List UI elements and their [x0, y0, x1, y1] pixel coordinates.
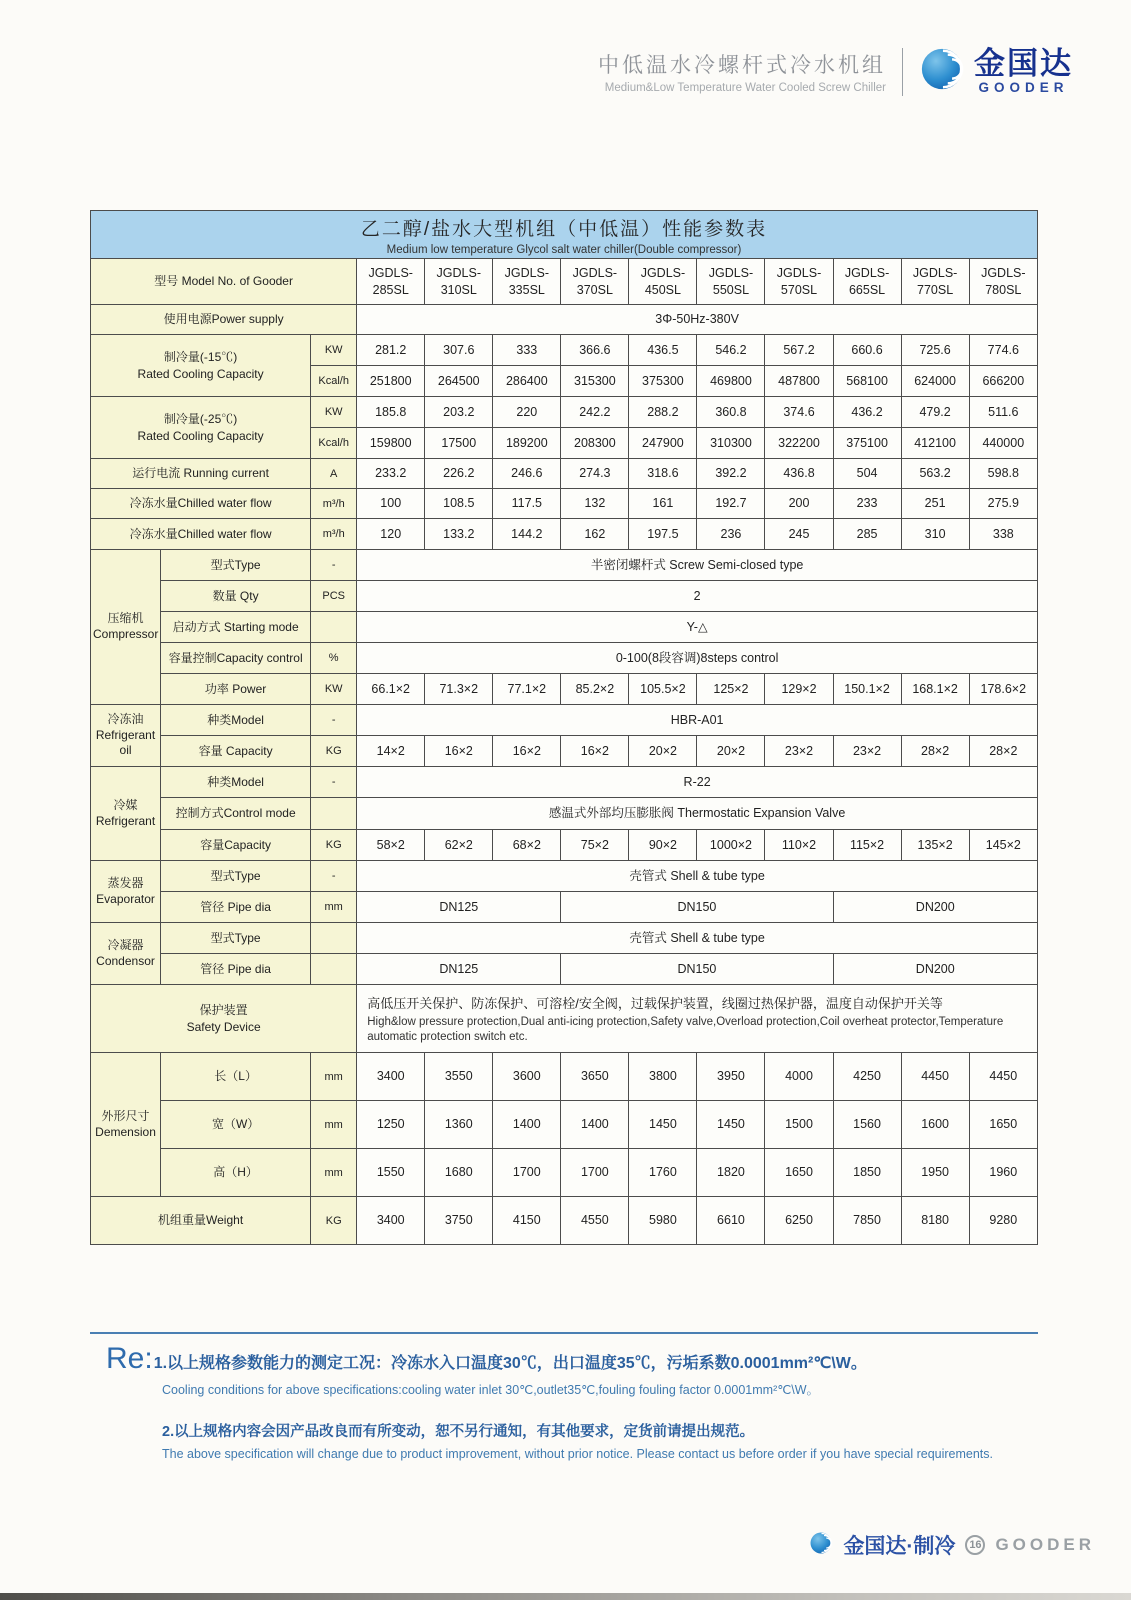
label-cell: 型式Type: [161, 861, 311, 892]
label-cell: 保护装置 Safety Device: [91, 985, 357, 1053]
table-row: [91, 1101, 1038, 1149]
val-cell: HBR-A01: [357, 705, 1038, 736]
group-cell: 压缩机 Compressor: [91, 550, 161, 705]
val-cell: 3950: [697, 1053, 765, 1101]
val-cell: JGDLS- 335SL: [493, 259, 561, 305]
val-cell: 203.2: [425, 397, 493, 428]
val-cell: 242.2: [561, 397, 629, 428]
val-cell: 120: [357, 519, 425, 550]
val-cell: 436.5: [629, 335, 697, 366]
val-cell: DN150: [561, 892, 833, 923]
val-cell: 360.8: [697, 397, 765, 428]
val-cell: 162: [561, 519, 629, 550]
val-cell: 4150: [493, 1197, 561, 1245]
val-cell: 4550: [561, 1197, 629, 1245]
label-cell: 冷冻水量Chilled water flow: [91, 519, 311, 550]
note-1-cn: 1.以上规格参数能力的测定工况：冷冻水入口温度30℃，出口温度35℃，污垢系数0.0001mm²℃\W。: [153, 1355, 867, 1372]
val-cell: 85.2×2: [561, 674, 629, 705]
val-cell: 16×2: [561, 736, 629, 767]
table-row: [91, 985, 1038, 1053]
unit-cell: mm: [311, 1149, 357, 1197]
val-cell: 100: [357, 489, 425, 519]
val-cell: 333: [493, 335, 561, 366]
val-cell: 20×2: [629, 736, 697, 767]
val-cell: 251800: [357, 366, 425, 397]
val-cell: 1450: [629, 1101, 697, 1149]
unit-cell: -: [311, 767, 357, 798]
unit-cell: KW: [311, 674, 357, 705]
val-cell: Y-△: [357, 612, 1038, 643]
val-cell: 310: [901, 519, 969, 550]
val-cell: DN150: [561, 954, 833, 985]
group-cell: 蒸发器 Evaporator: [91, 861, 161, 923]
table-row: [91, 612, 1038, 643]
table-row: [91, 830, 1038, 861]
note-2-en: The above specification will change due to product improvement, without prior notice. Please contact us before order if you have special requirements.: [162, 1447, 994, 1461]
label-cell: 宽（W）: [161, 1101, 311, 1149]
val-cell: 90×2: [629, 830, 697, 861]
val-cell: 226.2: [425, 459, 493, 489]
label-cell: 制冷量(-15℃) Rated Cooling Capacity: [91, 335, 311, 397]
label-cell: 长（L）: [161, 1053, 311, 1101]
val-cell: 117.5: [493, 489, 561, 519]
val-cell: 4000: [765, 1053, 833, 1101]
val-cell: 233: [833, 489, 901, 519]
val-cell: JGDLS- 370SL: [561, 259, 629, 305]
val-cell: 412100: [901, 428, 969, 459]
val-cell: 3Φ-50Hz-380V: [357, 305, 1038, 335]
val-cell: 479.2: [901, 397, 969, 428]
scan-edge-bar: [0, 1593, 1131, 1600]
unit-cell: Kcal/h: [311, 428, 357, 459]
val-cell: 110×2: [765, 830, 833, 861]
table-row: [91, 892, 1038, 923]
val-cell: 220: [493, 397, 561, 428]
val-cell: JGDLS- 310SL: [425, 259, 493, 305]
page-header: [0, 46, 1073, 97]
val-cell: JGDLS- 570SL: [765, 259, 833, 305]
val-cell: 58×2: [357, 830, 425, 861]
val-cell: 546.2: [697, 335, 765, 366]
unit-cell: -: [311, 861, 357, 892]
page-number-badge: 16: [965, 1535, 985, 1555]
val-cell: 208300: [561, 428, 629, 459]
label-cell: 冷冻水量Chilled water flow: [91, 489, 311, 519]
val-cell: 8180: [901, 1197, 969, 1245]
val-cell: 133.2: [425, 519, 493, 550]
table-row: [91, 550, 1038, 581]
unit-cell: mm: [311, 1053, 357, 1101]
label-cell: 制冷量(-25℃) Rated Cooling Capacity: [91, 397, 311, 459]
logo-cn-text: 金国达: [974, 46, 1073, 81]
val-cell: 440000: [969, 428, 1037, 459]
val-cell: 71.3×2: [425, 674, 493, 705]
brand-logo: [919, 46, 1073, 97]
val-cell: 3800: [629, 1053, 697, 1101]
table-row: [91, 798, 1038, 830]
val-cell: 1450: [697, 1101, 765, 1149]
page-footer: [809, 1530, 1095, 1560]
safety-cell: 高低压开关保护、防冻保护、可溶栓/安全阀，过载保护装置，线圈过热保护器，温度自动保护开关等 High&low pressure protection,Dual anti-icing protection,Safety valve,Overload protection,Coil overheat protector,Temperature automatic protection switch etc.: [357, 985, 1038, 1053]
val-cell: 105.5×2: [629, 674, 697, 705]
unit-cell: KW: [311, 397, 357, 428]
val-cell: 310300: [697, 428, 765, 459]
val-cell: 20×2: [697, 736, 765, 767]
table-row: [91, 1149, 1038, 1197]
table-row: [91, 861, 1038, 892]
table-row: [91, 705, 1038, 736]
val-cell: 275.9: [969, 489, 1037, 519]
val-cell: 17500: [425, 428, 493, 459]
val-cell: 4450: [901, 1053, 969, 1101]
globe-icon-small: [809, 1531, 833, 1560]
val-cell: 77.1×2: [493, 674, 561, 705]
table-row: [91, 643, 1038, 674]
val-cell: 1680: [425, 1149, 493, 1197]
val-cell: 192.7: [697, 489, 765, 519]
page-title: 中低温水冷螺杆式冷水机组: [598, 54, 886, 77]
val-cell: 16×2: [425, 736, 493, 767]
val-cell: 1650: [765, 1149, 833, 1197]
label-cell: 功率 Power: [161, 674, 311, 705]
val-cell: 129×2: [765, 674, 833, 705]
group-cell: 冷媒 Refrigerant: [91, 767, 161, 861]
table-row: [91, 211, 1038, 259]
val-cell: 壳管式 Shell & tube type: [357, 923, 1038, 954]
label-cell: 容量控制Capacity control: [161, 643, 311, 674]
val-cell: 108.5: [425, 489, 493, 519]
val-cell: 62×2: [425, 830, 493, 861]
group-cell: 冷冻油 Refrigerant oil: [91, 705, 161, 767]
val-cell: 1950: [901, 1149, 969, 1197]
val-cell: 338: [969, 519, 1037, 550]
val-cell: 161: [629, 489, 697, 519]
note-2-cn: 2.以上规格内容会因产品改良而有所变动，恕不另行通知，有其他要求，定货前请提出规范。: [162, 1424, 755, 1440]
val-cell: 307.6: [425, 335, 493, 366]
val-cell: 4450: [969, 1053, 1037, 1101]
val-cell: 1400: [561, 1101, 629, 1149]
notes-divider: [90, 1332, 1038, 1334]
val-cell: 318.6: [629, 459, 697, 489]
unit-cell: m³/h: [311, 489, 357, 519]
unit-cell: -: [311, 550, 357, 581]
val-cell: 200: [765, 489, 833, 519]
val-cell: JGDLS- 770SL: [901, 259, 969, 305]
table-row: [91, 259, 1038, 305]
table-row: [91, 923, 1038, 954]
footer-brand-en: GOODER: [995, 1535, 1095, 1554]
val-cell: DN200: [833, 954, 1037, 985]
val-cell: 598.8: [969, 459, 1037, 489]
val-cell: 236: [697, 519, 765, 550]
val-cell: 66.1×2: [357, 674, 425, 705]
val-cell: 75×2: [561, 830, 629, 861]
val-cell: 274.3: [561, 459, 629, 489]
val-cell: 3400: [357, 1197, 425, 1245]
val-cell: 1820: [697, 1149, 765, 1197]
val-cell: 197.5: [629, 519, 697, 550]
footnotes: [106, 1342, 1056, 1461]
val-cell: 666200: [969, 366, 1037, 397]
val-cell: DN200: [833, 892, 1037, 923]
val-cell: 4250: [833, 1053, 901, 1101]
val-cell: 5980: [629, 1197, 697, 1245]
table-row: [91, 954, 1038, 985]
val-cell: 感温式外部均压膨胀阀 Thermostatic Expansion Valve: [357, 798, 1038, 830]
label-cell: 控制方式Control mode: [161, 798, 311, 830]
val-cell: 1850: [833, 1149, 901, 1197]
title-cell: 乙二醇/盐水大型机组（中低温）性能参数表 Medium low temperature Glycol salt water chiller(Double compressor): [91, 211, 1038, 259]
val-cell: 1000×2: [697, 830, 765, 861]
val-cell: 3650: [561, 1053, 629, 1101]
val-cell: 115×2: [833, 830, 901, 861]
unit-cell: Kcal/h: [311, 366, 357, 397]
val-cell: 322200: [765, 428, 833, 459]
label-cell: 机组重量Weight: [91, 1197, 311, 1245]
val-cell: 774.6: [969, 335, 1037, 366]
val-cell: 178.6×2: [969, 674, 1037, 705]
val-cell: 168.1×2: [901, 674, 969, 705]
unit-cell: mm: [311, 892, 357, 923]
val-cell: 660.6: [833, 335, 901, 366]
table-row: [91, 674, 1038, 705]
val-cell: 563.2: [901, 459, 969, 489]
val-cell: 1760: [629, 1149, 697, 1197]
val-cell: 1700: [493, 1149, 561, 1197]
val-cell: 6610: [697, 1197, 765, 1245]
note-2: [162, 1420, 1056, 1461]
val-cell: 392.2: [697, 459, 765, 489]
label-cell: 容量 Capacity: [161, 736, 311, 767]
val-cell: 6250: [765, 1197, 833, 1245]
val-cell: 7850: [833, 1197, 901, 1245]
val-cell: 281.2: [357, 335, 425, 366]
label-cell: 种类Model: [161, 705, 311, 736]
label-cell: 运行电流 Running current: [91, 459, 311, 489]
val-cell: 315300: [561, 366, 629, 397]
unit-cell: %: [311, 643, 357, 674]
val-cell: 1560: [833, 1101, 901, 1149]
val-cell: JGDLS- 780SL: [969, 259, 1037, 305]
footer-brand-cn: 金国达·制冷: [843, 1535, 956, 1558]
unit-cell: [311, 798, 357, 830]
val-cell: 135×2: [901, 830, 969, 861]
val-cell: 3600: [493, 1053, 561, 1101]
val-cell: 14×2: [357, 736, 425, 767]
val-cell: 436.8: [765, 459, 833, 489]
val-cell: 145×2: [969, 830, 1037, 861]
val-cell: DN125: [357, 954, 561, 985]
table-row: [91, 1197, 1038, 1245]
unit-cell: KG: [311, 736, 357, 767]
val-cell: 3750: [425, 1197, 493, 1245]
unit-cell: KW: [311, 335, 357, 366]
table-row: [91, 581, 1038, 612]
val-cell: 624000: [901, 366, 969, 397]
table-row: [91, 335, 1038, 366]
unit-cell: [311, 954, 357, 985]
label-cell: 高（H）: [161, 1149, 311, 1197]
val-cell: 1360: [425, 1101, 493, 1149]
table-row: [91, 397, 1038, 428]
val-cell: 185.8: [357, 397, 425, 428]
table-row: [91, 736, 1038, 767]
val-cell: 159800: [357, 428, 425, 459]
label-cell: 数量 Qty: [161, 581, 311, 612]
val-cell: 233.2: [357, 459, 425, 489]
val-cell: 469800: [697, 366, 765, 397]
group-cell: 冷凝器 Condensor: [91, 923, 161, 985]
val-cell: 247900: [629, 428, 697, 459]
unit-cell: A: [311, 459, 357, 489]
unit-cell: -: [311, 705, 357, 736]
val-cell: 487800: [765, 366, 833, 397]
note-1: [106, 1342, 1056, 1376]
val-cell: 23×2: [833, 736, 901, 767]
val-cell: 246.6: [493, 459, 561, 489]
val-cell: 366.6: [561, 335, 629, 366]
val-cell: 374.6: [765, 397, 833, 428]
val-cell: 23×2: [765, 736, 833, 767]
re-label: Re:: [106, 1342, 153, 1375]
val-cell: 511.6: [969, 397, 1037, 428]
label-cell: 种类Model: [161, 767, 311, 798]
group-cell: 外形尺寸 Demension: [91, 1053, 161, 1197]
val-cell: 0-100(8段容调)8steps control: [357, 643, 1038, 674]
val-cell: 2: [357, 581, 1038, 612]
val-cell: 436.2: [833, 397, 901, 428]
label-cell: 容量Capacity: [161, 830, 311, 861]
table-row: [91, 305, 1038, 335]
val-cell: 567.2: [765, 335, 833, 366]
logo-en-text: GOODER: [978, 80, 1069, 95]
val-cell: JGDLS- 550SL: [697, 259, 765, 305]
val-cell: 286400: [493, 366, 561, 397]
table-row: [91, 489, 1038, 519]
val-cell: 150.1×2: [833, 674, 901, 705]
label-cell: 管径 Pipe dia: [161, 954, 311, 985]
spec-table-body: [91, 211, 1038, 1245]
val-cell: 125×2: [697, 674, 765, 705]
label-cell: 型号 Model No. of Gooder: [91, 259, 357, 305]
val-cell: 1250: [357, 1101, 425, 1149]
globe-icon: [919, 46, 965, 97]
val-cell: 285: [833, 519, 901, 550]
label-cell: 使用电源Power supply: [91, 305, 357, 335]
table-row: [91, 519, 1038, 550]
val-cell: 28×2: [901, 736, 969, 767]
page-subtitle: Medium&Low Temperature Water Cooled Screw Chiller: [604, 82, 886, 94]
label-cell: 型式Type: [161, 550, 311, 581]
unit-cell: [311, 923, 357, 954]
val-cell: JGDLS- 665SL: [833, 259, 901, 305]
val-cell: 189200: [493, 428, 561, 459]
unit-cell: KG: [311, 1197, 357, 1245]
val-cell: 1500: [765, 1101, 833, 1149]
val-cell: 132: [561, 489, 629, 519]
val-cell: R-22: [357, 767, 1038, 798]
val-cell: 16×2: [493, 736, 561, 767]
table-row: [91, 767, 1038, 798]
table-row: [91, 459, 1038, 489]
val-cell: DN125: [357, 892, 561, 923]
val-cell: 288.2: [629, 397, 697, 428]
val-cell: 1960: [969, 1149, 1037, 1197]
unit-cell: m³/h: [311, 519, 357, 550]
unit-cell: KG: [311, 830, 357, 861]
val-cell: 壳管式 Shell & tube type: [357, 861, 1038, 892]
val-cell: 1650: [969, 1101, 1037, 1149]
header-titles: [598, 49, 886, 94]
label-cell: 启动方式 Starting mode: [161, 612, 311, 643]
val-cell: 264500: [425, 366, 493, 397]
val-cell: 375100: [833, 428, 901, 459]
val-cell: 251: [901, 489, 969, 519]
logo-texts: [974, 48, 1073, 95]
spec-table: [90, 210, 1038, 1245]
label-cell: 型式Type: [161, 923, 311, 954]
val-cell: 375300: [629, 366, 697, 397]
val-cell: 28×2: [969, 736, 1037, 767]
label-cell: 管径 Pipe dia: [161, 892, 311, 923]
val-cell: 9280: [969, 1197, 1037, 1245]
val-cell: 3550: [425, 1053, 493, 1101]
val-cell: 1700: [561, 1149, 629, 1197]
val-cell: 68×2: [493, 830, 561, 861]
val-cell: 568100: [833, 366, 901, 397]
val-cell: 1550: [357, 1149, 425, 1197]
val-cell: 3400: [357, 1053, 425, 1101]
unit-cell: [311, 612, 357, 643]
unit-cell: mm: [311, 1101, 357, 1149]
val-cell: 144.2: [493, 519, 561, 550]
val-cell: JGDLS- 450SL: [629, 259, 697, 305]
header-divider: [902, 48, 903, 96]
val-cell: 245: [765, 519, 833, 550]
val-cell: 725.6: [901, 335, 969, 366]
note-1-en: Cooling conditions for above specifications:cooling water inlet 30℃,outlet35℃,fouling fouling factor 0.0001mm²℃\W。: [162, 1383, 820, 1397]
unit-cell: PCS: [311, 581, 357, 612]
table-row: [91, 1053, 1038, 1101]
val-cell: 半密闭螺杆式 Screw Semi-closed type: [357, 550, 1038, 581]
val-cell: 1400: [493, 1101, 561, 1149]
val-cell: JGDLS- 285SL: [357, 259, 425, 305]
val-cell: 504: [833, 459, 901, 489]
val-cell: 1600: [901, 1101, 969, 1149]
